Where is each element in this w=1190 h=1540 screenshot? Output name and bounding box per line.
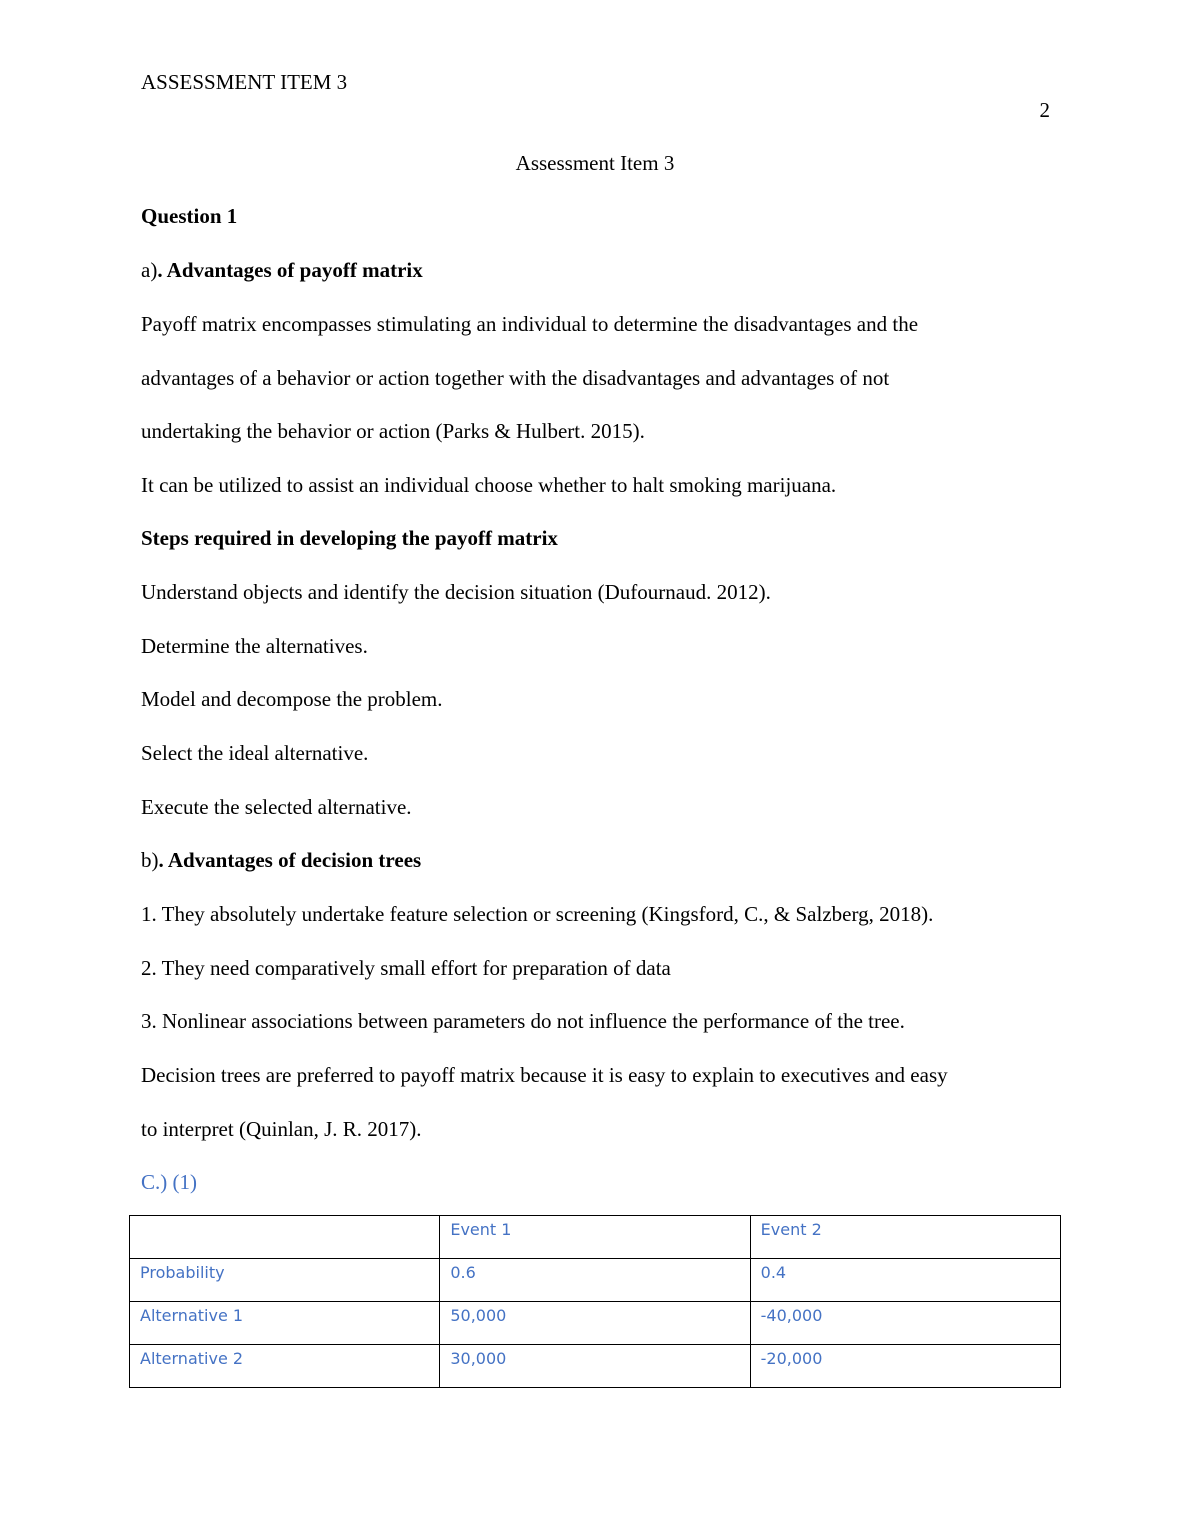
list-item: 1. They absolutely undertake feature selection or screening (Kingsford, C., & Salzberg, 2018). [141,902,934,926]
table-cell: 30,000 [440,1345,750,1388]
table-cell [130,1216,440,1259]
paragraph-line: undertaking the behavior or action (Parks & Hulbert. 2015). [141,419,645,443]
table-cell: Alternative 2 [130,1345,440,1388]
conclusion-line: to interpret (Quinlan, J. R. 2017). [141,1117,422,1141]
table-cell: -20,000 [750,1345,1060,1388]
conclusion-line: Decision trees are preferred to payoff matrix because it is easy to explain to executives and easy [141,1063,948,1087]
table-header-row [130,1216,1061,1259]
paragraph-line: advantages of a behavior or action together with the disadvantages and advantages of not [141,366,890,390]
table-cell: Alternative 1 [130,1302,440,1345]
section-b-title: . Advantages of decision trees [158,848,422,872]
table-cell: 0.6 [440,1259,750,1302]
running-head: ASSESSMENT ITEM 3 [141,70,348,94]
step-item: Determine the alternatives. [141,634,368,658]
steps-heading: Steps required in developing the payoff matrix [141,526,558,550]
usage-line: It can be utilized to assist an individual choose whether to halt smoking marijuana. [141,473,837,497]
table-cell: 0.4 [750,1259,1060,1302]
step-item: Understand objects and identify the decision situation (Dufournaud. 2012). [141,580,771,604]
table-cell: Event 2 [750,1216,1060,1259]
section-b-prefix: b) [141,848,159,872]
table-row [130,1345,1061,1388]
list-item: 3. Nonlinear associations between parameters do not influence the performance of the tree. [141,1009,905,1033]
table-row [130,1259,1061,1302]
table-row [130,1302,1061,1345]
paragraph-line: Payoff matrix encompasses stimulating an individual to determine the disadvantages and the [141,312,919,336]
section-a-title: . Advantages of payoff matrix [157,258,423,282]
question-heading: Question 1 [141,204,238,228]
step-item: Model and decompose the problem. [141,687,443,711]
section-a-prefix: a) [141,258,158,282]
step-item: Execute the selected alternative. [141,795,412,819]
section-c-label: C.) (1) [141,1170,197,1194]
table-cell: Event 1 [440,1216,750,1259]
list-item: 2. They need comparatively small effort for preparation of data [141,956,671,980]
section-a-heading [141,258,423,283]
section-b-heading [141,848,421,873]
payoff-table [129,1215,1061,1388]
table-cell: -40,000 [750,1302,1060,1345]
page-number: 2 [1039,98,1050,122]
table-cell: Probability [130,1259,440,1302]
document-title: Assessment Item 3 [515,151,675,175]
step-item: Select the ideal alternative. [141,741,369,765]
table-cell: 50,000 [440,1302,750,1345]
